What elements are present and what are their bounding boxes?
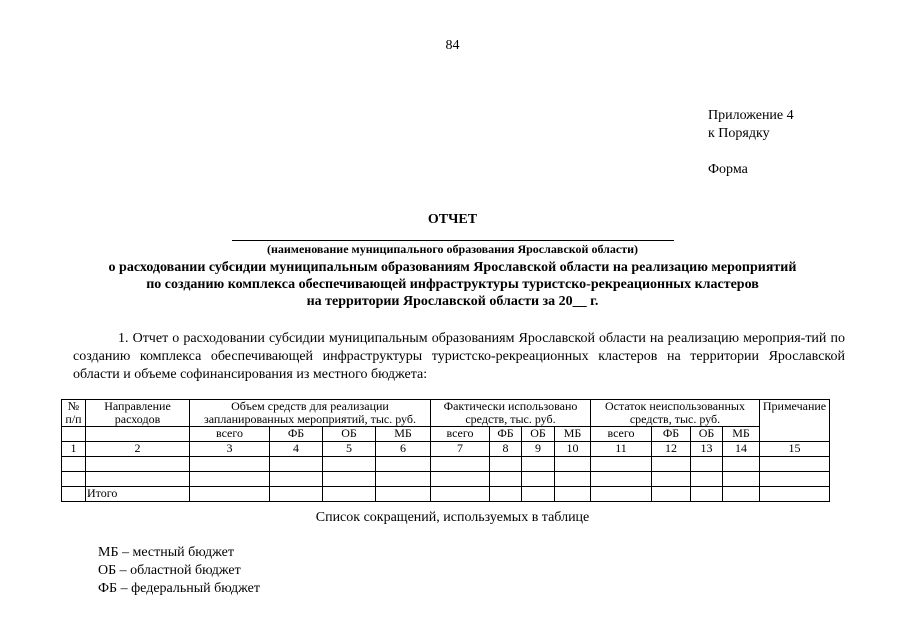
page-number: 84 bbox=[445, 38, 460, 53]
subtitle-line: на территории Ярославской области за 20__ г. bbox=[306, 294, 599, 309]
subheader-cell: всего bbox=[591, 427, 652, 442]
table-cell bbox=[270, 472, 323, 487]
form-label: Форма bbox=[708, 162, 748, 177]
table-cell bbox=[555, 487, 591, 502]
total-label: Итого bbox=[86, 487, 190, 502]
subtitle-line: по созданию комплекса обеспечивающей инфраструктуры туристско-рекреационных кластеров bbox=[146, 277, 759, 292]
table-cell bbox=[490, 457, 522, 472]
column-number: 9 bbox=[522, 442, 555, 457]
document-subtitle bbox=[0, 259, 905, 310]
header-direction: Направление расходов bbox=[86, 400, 190, 427]
table-cell bbox=[691, 487, 723, 502]
column-number: 14 bbox=[723, 442, 760, 457]
table-cell bbox=[652, 457, 691, 472]
column-number: 2 bbox=[86, 442, 190, 457]
subheader-cell: ФБ bbox=[270, 427, 323, 442]
subheader-cell: ФБ bbox=[652, 427, 691, 442]
table-cell bbox=[591, 472, 652, 487]
column-number: 15 bbox=[760, 442, 830, 457]
table-cell bbox=[270, 457, 323, 472]
table-cell bbox=[691, 457, 723, 472]
list-item: ОБ – областной бюджет bbox=[98, 563, 241, 578]
table-cell bbox=[323, 472, 376, 487]
table-cell bbox=[270, 487, 323, 502]
table-row bbox=[62, 457, 830, 472]
document-title: ОТЧЕТ bbox=[427, 212, 478, 227]
table-cell bbox=[591, 457, 652, 472]
appendix-block bbox=[708, 107, 794, 179]
table-cell bbox=[190, 487, 270, 502]
subheader-cell: ОБ bbox=[522, 427, 555, 442]
table-row bbox=[62, 472, 830, 487]
column-number: 4 bbox=[270, 442, 323, 457]
abbreviations-title: Список сокращений, используемых в таблице bbox=[315, 510, 590, 525]
table-cell bbox=[62, 487, 86, 502]
appendix-reference: к Порядку bbox=[708, 126, 770, 141]
header-note: Примечание bbox=[760, 400, 830, 442]
abbreviations-list bbox=[98, 544, 260, 598]
column-number-row bbox=[62, 442, 830, 457]
table-cell bbox=[522, 472, 555, 487]
table-cell bbox=[555, 457, 591, 472]
column-number: 7 bbox=[431, 442, 490, 457]
subheader-cell: ФБ bbox=[490, 427, 522, 442]
header-num: № п/п bbox=[62, 400, 86, 427]
list-item: МБ – местный бюджет bbox=[98, 545, 234, 560]
column-number: 12 bbox=[652, 442, 691, 457]
header-cell bbox=[86, 427, 190, 442]
header-actual: Фактически использовано средств, тыс. руб. bbox=[431, 400, 591, 427]
table-cell bbox=[86, 457, 190, 472]
appendix-label: Приложение 4 bbox=[708, 108, 794, 123]
intro-paragraph: 1. Отчет о расходовании субсидии муниципальным образованиям Ярославской области на реализацию мероприя-тий по созданию комплекса обеспечивающей инфраструктуры туристско-рекреационных кластеров на территории Ярославской области и объеме софинансирования из местного бюджета: bbox=[73, 331, 845, 382]
table-cell bbox=[691, 472, 723, 487]
report-table bbox=[61, 399, 830, 502]
subheader-cell: МБ bbox=[555, 427, 591, 442]
table-cell bbox=[522, 457, 555, 472]
table-cell bbox=[431, 472, 490, 487]
table-cell bbox=[760, 487, 830, 502]
list-item: ФБ – федеральный бюджет bbox=[98, 581, 260, 596]
table-cell bbox=[190, 472, 270, 487]
table-cell bbox=[723, 487, 760, 502]
table-cell bbox=[723, 472, 760, 487]
column-number: 11 bbox=[591, 442, 652, 457]
fill-in-line bbox=[232, 240, 674, 241]
column-number: 13 bbox=[691, 442, 723, 457]
table-cell bbox=[591, 487, 652, 502]
table-cell bbox=[376, 457, 431, 472]
table-cell bbox=[760, 472, 830, 487]
table-cell bbox=[490, 472, 522, 487]
table-cell bbox=[431, 457, 490, 472]
table-cell bbox=[652, 487, 691, 502]
subheader-cell: МБ bbox=[723, 427, 760, 442]
column-number: 5 bbox=[323, 442, 376, 457]
subheader-cell: МБ bbox=[376, 427, 431, 442]
column-number: 10 bbox=[555, 442, 591, 457]
header-planned: Объем средств для реализации запланированных мероприятий, тыс. руб. bbox=[190, 400, 431, 427]
subheader-cell: ОБ bbox=[323, 427, 376, 442]
table-cell bbox=[62, 457, 86, 472]
table-cell bbox=[86, 472, 190, 487]
fill-in-caption: (наименование муниципального образования Ярославской области) bbox=[266, 242, 639, 256]
table-header-row bbox=[62, 400, 830, 427]
table-cell bbox=[323, 457, 376, 472]
table-cell bbox=[431, 487, 490, 502]
table-cell bbox=[62, 472, 86, 487]
table-cell bbox=[490, 487, 522, 502]
table-cell bbox=[555, 472, 591, 487]
table-cell bbox=[323, 487, 376, 502]
header-cell bbox=[62, 427, 86, 442]
table-cell bbox=[190, 457, 270, 472]
table-cell bbox=[376, 472, 431, 487]
header-remaining: Остаток неиспользованных средств, тыс. руб. bbox=[591, 400, 760, 427]
column-number: 8 bbox=[490, 442, 522, 457]
subheader-cell: ОБ bbox=[691, 427, 723, 442]
subheader-cell: всего bbox=[190, 427, 270, 442]
total-row bbox=[62, 487, 830, 502]
table-cell bbox=[723, 457, 760, 472]
table-cell bbox=[376, 487, 431, 502]
table-subheader-row bbox=[62, 427, 830, 442]
column-number: 3 bbox=[190, 442, 270, 457]
table-cell bbox=[522, 487, 555, 502]
column-number: 1 bbox=[62, 442, 86, 457]
subtitle-line: о расходовании субсидии муниципальным образованиям Ярославской области на реализацию мероприятий bbox=[108, 260, 797, 275]
subheader-cell: всего bbox=[431, 427, 490, 442]
table-cell bbox=[652, 472, 691, 487]
table-cell bbox=[760, 457, 830, 472]
column-number: 6 bbox=[376, 442, 431, 457]
